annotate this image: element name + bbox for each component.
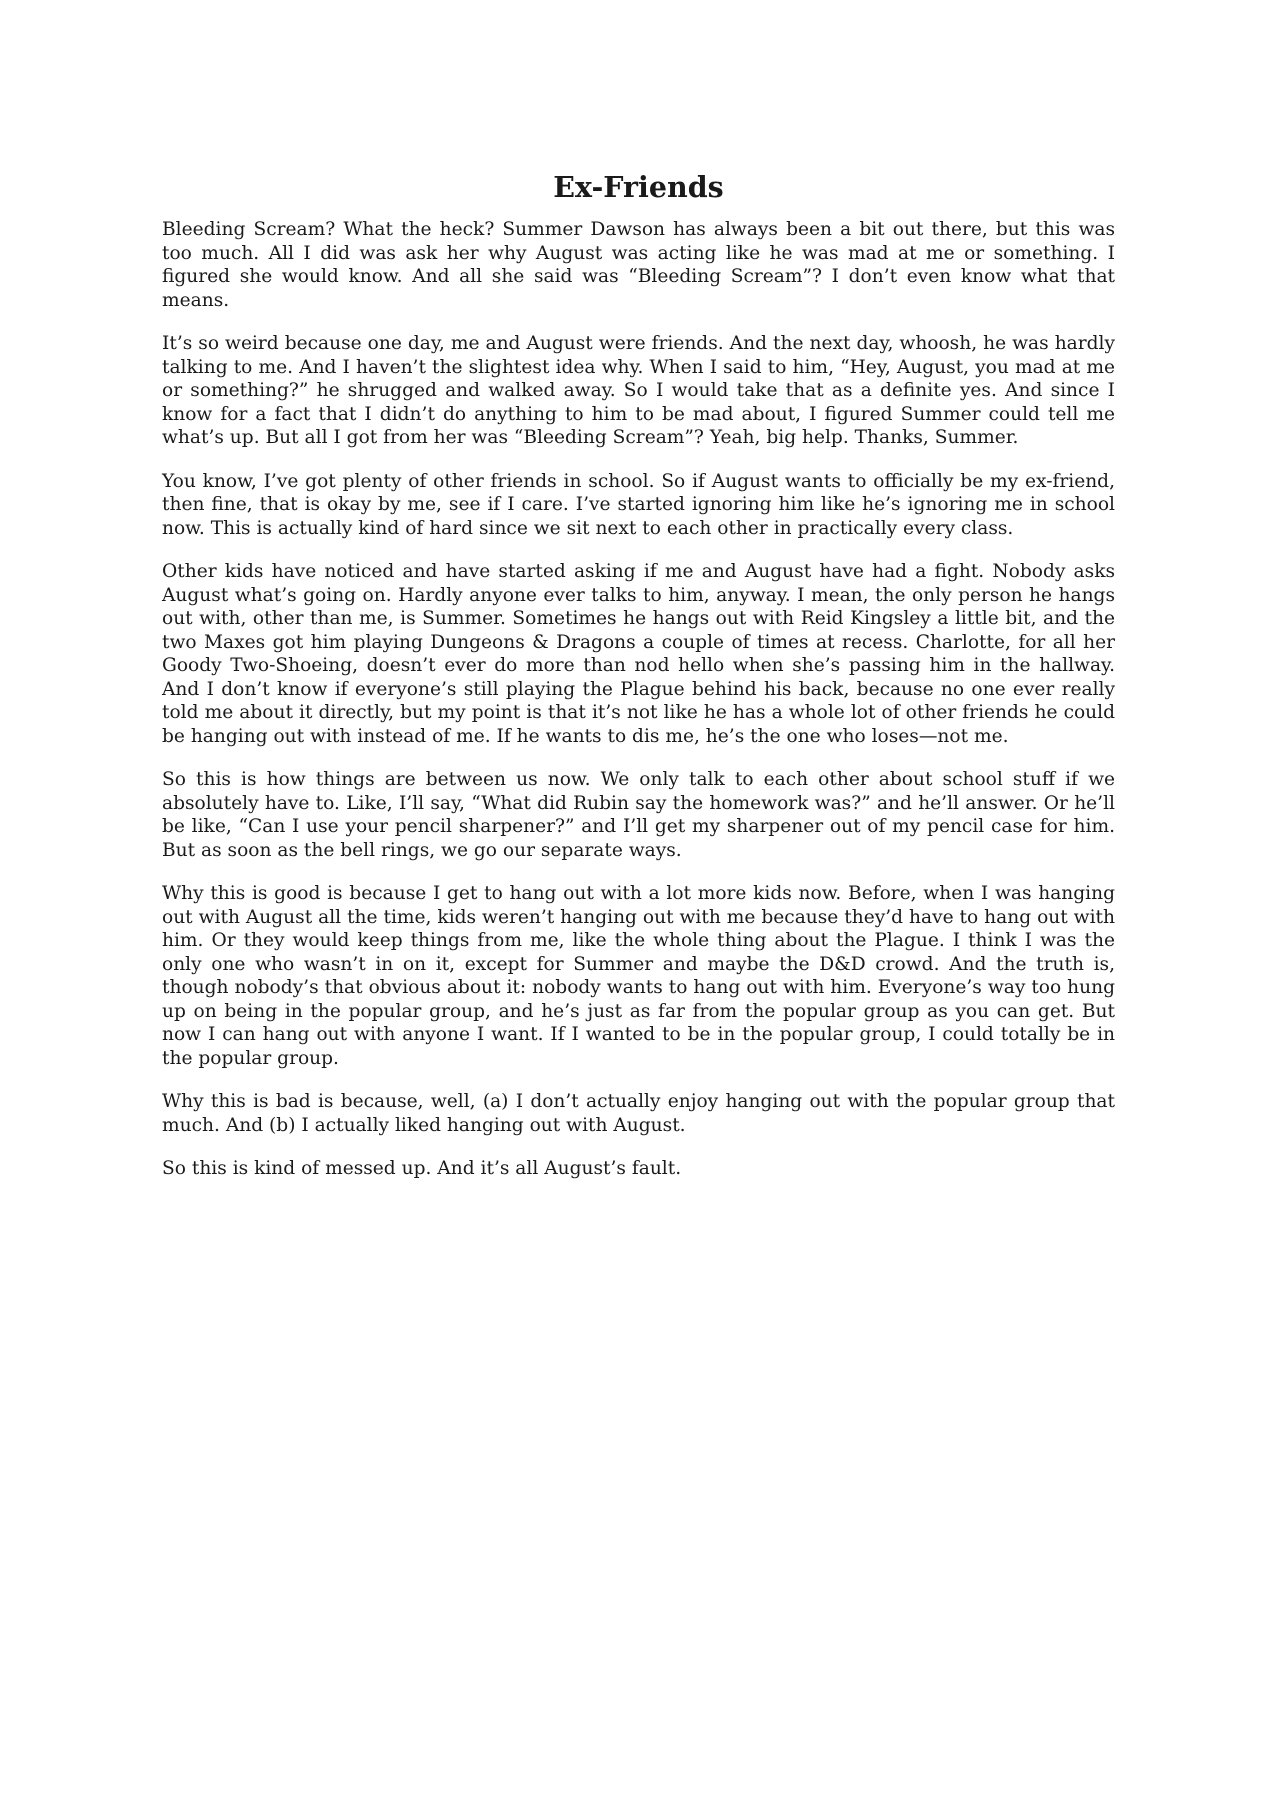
document-page [162,170,1115,1201]
paragraph: So this is kind of messed up. And it’s all August’s fault. [162,1158,682,1179]
paragraph: Why this is bad is because, well, (a) I don’t actually enjoy hanging out with the popular group that much. And (b) I actually liked hanging out with August. [162,1091,1115,1136]
document-title: Ex-Friends [553,170,724,204]
paragraph: Bleeding Scream? What the heck? Summer Dawson has always been a bit out there, but this was too much. All I did was ask her why August was acting like he was mad at me or something. I figured she would know. And all she said was “Bleeding Scream”? I don’t even know what that means. [162,219,1115,311]
paragraph: It’s so weird because one day, me and August were friends. And the next day, whoosh, he was hardly talking to me. And I haven’t the slightest idea why. When I said to him, “Hey, August, you mad at me or something?” he shrugged and walked away. So I would take that as a definite yes. And since I know for a fact that I didn’t do anything to him to be mad about, I figured Summer could tell me what’s up. But all I got from her was “Bleeding Scream”? Yeah, big help. Thanks, Summer. [162,333,1115,448]
paragraph: Other kids have noticed and have started asking if me and August have had a fight. Nobody asks August what’s going on. Hardly anyone ever talks to him, anyway. I mean, the only person he hangs out with, other than me, is Summer. Sometimes he hangs out with Reid Kingsley a little bit, and the two Maxes got him playing Dungeons & Dragons a couple of times at recess. Charlotte, for all her Goody Two-Shoeing, doesn’t ever do more than nod hello when she’s passing him in the hallway. And I don’t know if everyone’s still playing the Plague behind his back, because no one ever really told me about it directly, but my point is that it’s not like he has a whole lot of other friends he could be hanging out with instead of me. If he wants to dis me, he’s the one who loses—not me. [162,561,1115,747]
paragraph: Why this is good is because I get to hang out with a lot more kids now. Before, when I was hanging out with August all the time, kids weren’t hanging out with me because they’d have to hang out with him. Or they would keep things from me, like the whole thing about the Plague. I think I was the only one who wasn’t in on it, except for Summer and maybe the D&D crowd. And the truth is, though nobody’s that obvious about it: nobody wants to hang out with him. Everyone’s way too hung up on being in the popular group, and he’s just as far from the popular group as you can get. But now I can hang out with anyone I want. If I wanted to be in the popular group, I could totally be in the popular group. [162,883,1115,1069]
paragraph: You know, I’ve got plenty of other friends in school. So if August wants to officially be my ex-friend, then fine, that is okay by me, see if I care. I’ve started ignoring him like he’s ignoring me in school now. This is actually kind of hard since we sit next to each other in practically every class. [162,470,1115,539]
paragraph: So this is how things are between us now. We only talk to each other about school stuff if we absolutely have to. Like, I’ll say, “What did Rubin say the homework was?” and he’ll answer. Or he’ll be like, “Can I use your pencil sharpener?” and I’ll get my sharpener out of my pencil case for him. But as soon as the bell rings, we go our separate ways. [162,769,1115,861]
